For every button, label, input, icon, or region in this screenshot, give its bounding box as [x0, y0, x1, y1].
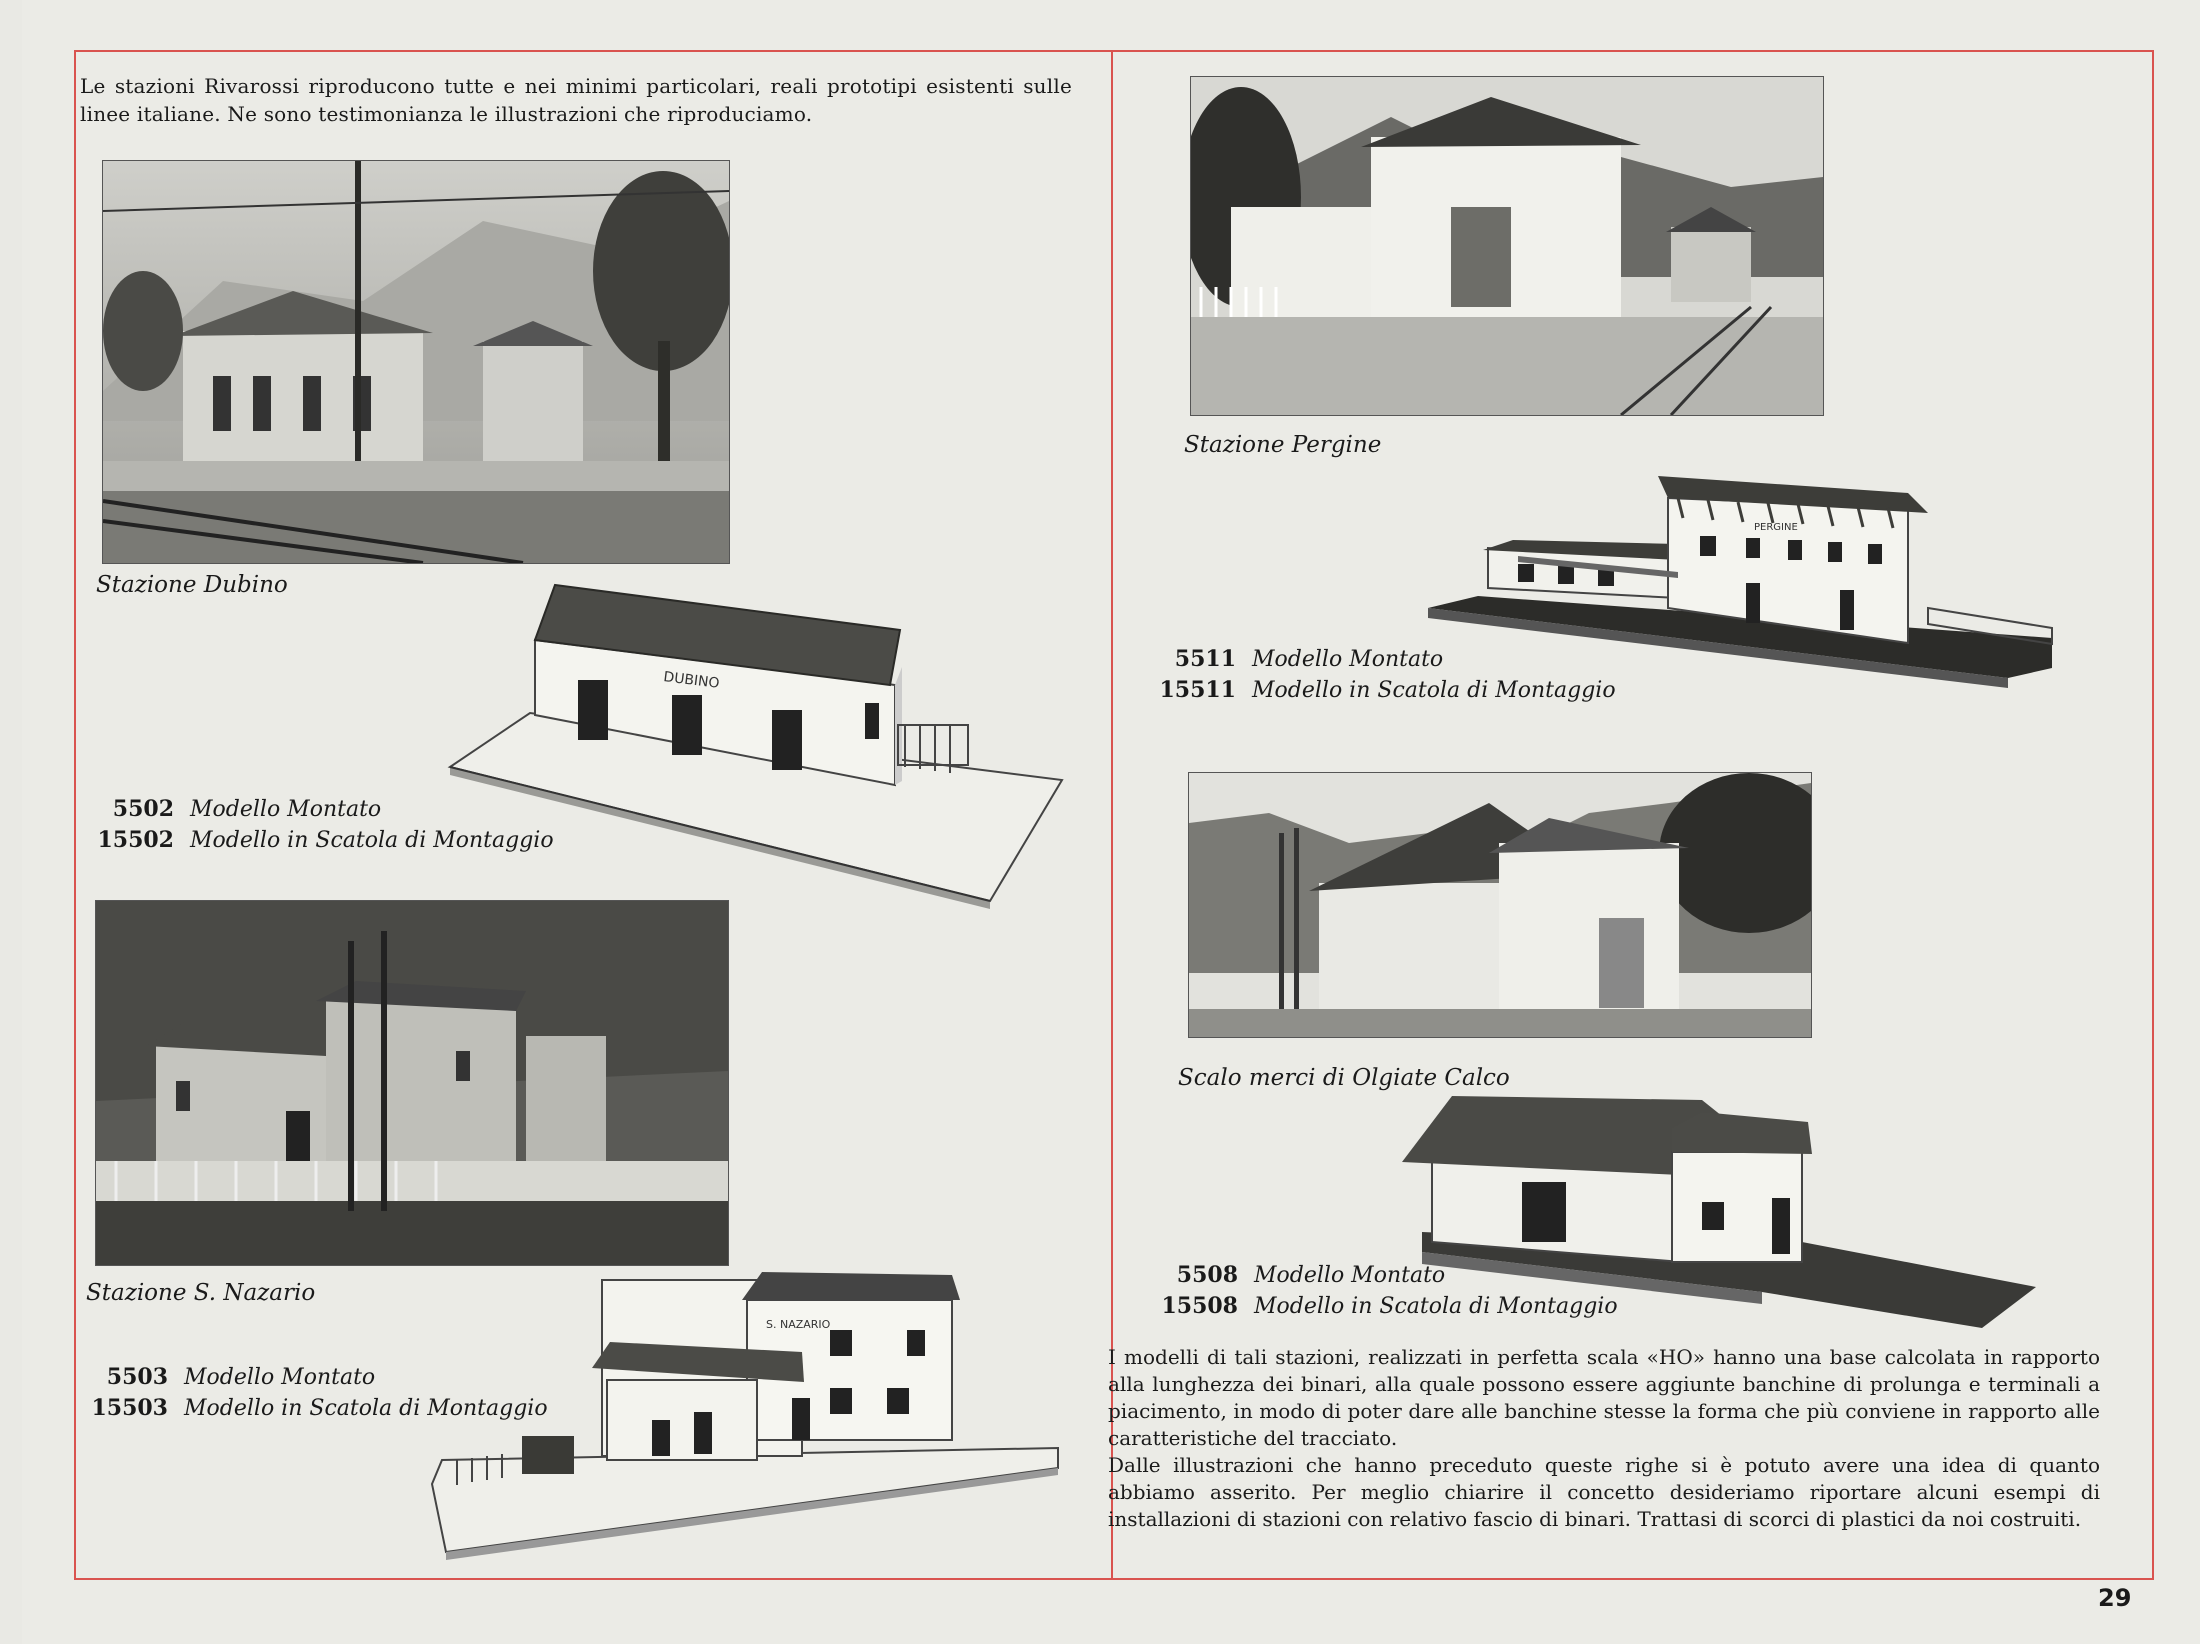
photo-s-nazario	[95, 900, 729, 1266]
code-desc: Modello Montato	[1254, 1263, 1446, 1288]
code-number: 5502	[112, 796, 174, 822]
caption-s-nazario: Stazione S. Nazario	[86, 1280, 316, 1306]
body-text	[1108, 1344, 2100, 1533]
code-number: 15502	[97, 827, 174, 853]
code-desc: Modello in Scatola di Montaggio	[184, 1396, 548, 1421]
code-desc: Modello Montato	[190, 797, 382, 822]
code-number: 5508	[1176, 1262, 1238, 1288]
code-number: 5503	[106, 1364, 168, 1390]
codes-olgiate-calco	[1152, 1260, 1618, 1322]
page-number: 29	[2098, 1584, 2132, 1612]
caption-pergine: Stazione Pergine	[1184, 432, 1382, 458]
code-number: 5511	[1174, 646, 1236, 672]
code-desc: Modello in Scatola di Montaggio	[190, 828, 554, 853]
codes-pergine	[1150, 644, 1616, 706]
caption-dubino: Stazione Dubino	[96, 572, 288, 598]
intro-text: Le stazioni Rivarossi riproducono tutte e nei minimi particolari, reali prototipi esistenti sulle linee italiane. Ne sono testimonianza le illustrazioni che riproduciamo.	[80, 74, 1072, 126]
code-number: 15511	[1159, 677, 1236, 703]
model-dubino	[450, 585, 1062, 905]
model-sign-dubino: DUBINO	[662, 669, 721, 692]
photo-pergine	[1190, 76, 1824, 416]
photo-dubino	[102, 160, 730, 564]
caption-olgiate-calco: Scalo merci di Olgiate Calco	[1178, 1065, 1510, 1091]
code-desc: Modello in Scatola di Montaggio	[1254, 1294, 1618, 1319]
code-number: 15503	[91, 1395, 168, 1421]
body-paragraph: Dalle illustrazioni che hanno preceduto queste righe si è potuto avere una idea di quanto abbiamo asserito. Per meglio chiarire il concetto desideriamo riportare alcuni esempi di installazioni di stazioni con relativo fascio di binari. Trattasi di scorci di plastici da noi costruiti.	[1108, 1453, 2100, 1531]
model-sign-s-nazario: S. NAZARIO	[766, 1318, 831, 1331]
body-paragraph: I modelli di tali stazioni, realizzati in perfetta scala «HO» hanno una base calcolata in rapporto alla lunghezza dei binari, alla quale possono essere aggiunte banchine di prolunga e terminali a piacimento, in modo di poter dare alle banchine stesse la forma che più conviene in rapporto alle caratteristiche del tracciato.	[1108, 1345, 2100, 1450]
code-desc: Modello Montato	[1252, 647, 1444, 672]
code-desc: Modello Montato	[184, 1365, 376, 1390]
code-number: 15508	[1161, 1293, 1238, 1319]
model-sign-pergine: PERGINE	[1754, 522, 1798, 533]
code-desc: Modello in Scatola di Montaggio	[1252, 678, 1616, 703]
codes-s-nazario	[82, 1362, 548, 1424]
photo-olgiate-calco	[1188, 772, 1812, 1038]
codes-dubino	[88, 794, 554, 856]
